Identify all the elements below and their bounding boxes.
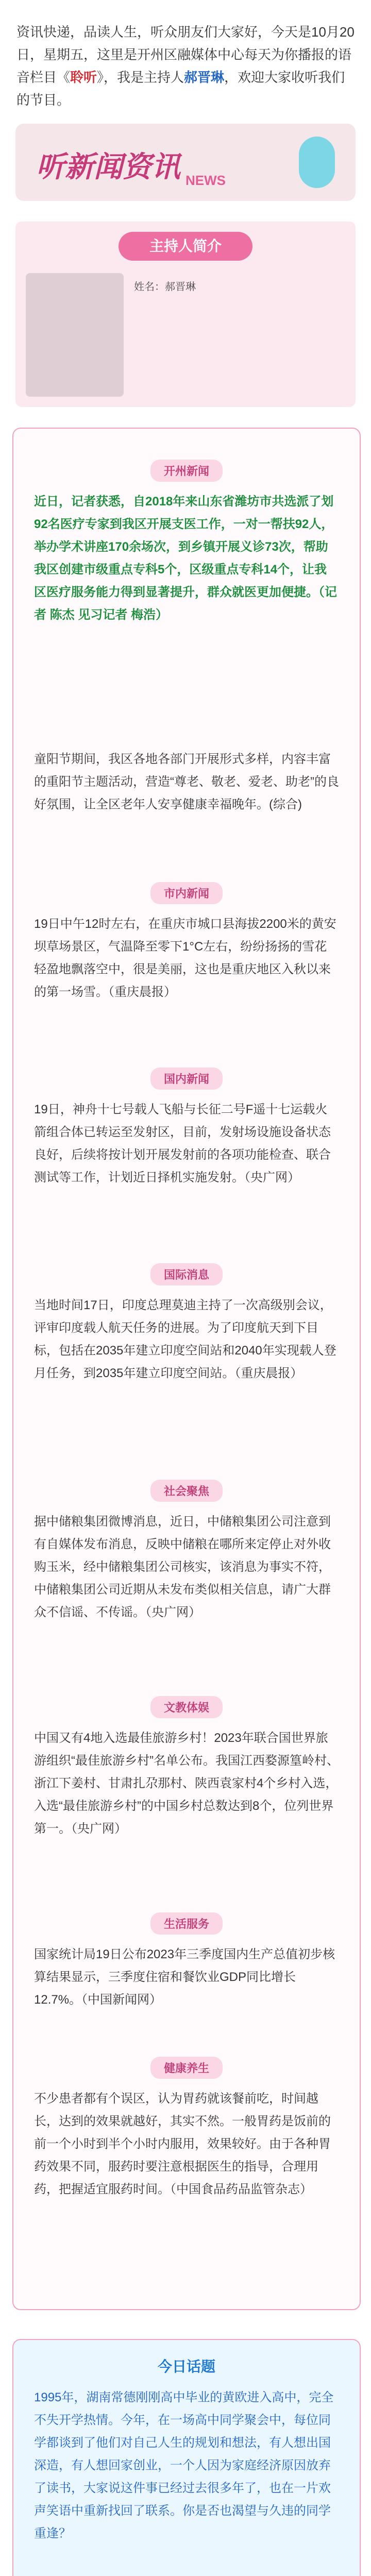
- news-block: 据中储粮集团微博消息，近日，中储粮集团公司注意到有自媒体发布消息，反映中储粮在哪所来定停止对外收购玉米，经中储粮集团公司核实，该消息为事实不符，中储粮集团公司近期从未发布类似相关信息，请广大群众不信谣、不传谣。（央广网）: [34, 1515, 331, 1619]
- news-block: 19日中午12时左右，在重庆市城口县海拔2200米的黄安坝草场景区，气温降至零下1°C左右，纷纷扬扬的雪花轻盈地飘落空中，很是美丽，这也是重庆地区入秋以来的第一场雪。（重庆晨报）: [34, 917, 336, 999]
- section-tag: 社会聚焦: [150, 1480, 223, 1502]
- host-name: 郝晋琳: [184, 70, 225, 85]
- news-block: 童阳节期间，我区各地各部门开展形式多样，内容丰富的重阳节主题活动，营造“尊老、敬老、爱老、助老”的良好氛围，让全区老年人安享健康幸福晚年。(综合): [34, 752, 339, 811]
- intro-paragraph: [16, 21, 355, 111]
- section-tag: 生活服务: [150, 1912, 223, 1935]
- section-tag: 国内新闻: [150, 1067, 223, 1090]
- intro-pre: 资讯快递，品读人生，听众朋友们大家好，今天是10月20日，星期五，这里是开州区融媒体中心每天为你播报的语音栏目《: [16, 24, 355, 85]
- news-block: 中国又有4地入选最佳旅游乡村！2023年联合国世界旅游组织“最佳旅游乡村”名单公布。我国江西婺源篁岭村、浙江下姜村、甘肃扎尕那村、陕西袁家村4个乡村入选，入选“最佳旅游乡村”的中国乡村总数达到8个，位列世界第一。（央广网）: [34, 1731, 339, 1836]
- today-topic-body: 1995年，湖南常德刚刚高中毕业的黄欧进入高中，完全不失开学热情。今年，在一场高中同学聚会中，每位同学都谈到了他们对自己人生的规划和想法，有人想出国深造，有人想回家创业，一个人因为家庭经济原因放弃了读书，大家说这件事已经过去很多年了，也在一片欢声笑语中重新找回了联系。你是否也渴望与久违的同学重逢？: [34, 2391, 334, 2540]
- host-intro-header: 主持人简介: [119, 232, 252, 261]
- host-intro-card: [15, 222, 356, 407]
- today-topic-card: [12, 2339, 361, 2576]
- news-block: 19日，神舟十七号载人飞船与长征二号F遥十七运载火箭组合体已转运至发射区，目前，发射场设施设备状态良好，后续将按计划开展发射前的各项功能检查、联合测试等工作，计划近日择机实施发射。（央广网）: [34, 1103, 331, 1184]
- intro-post: ，欢迎大家收听我们的节目。: [16, 70, 345, 108]
- host-photo: [26, 273, 124, 397]
- section-tag: 市内新闻: [150, 882, 223, 904]
- banner-subtitle: NEWS: [185, 173, 226, 188]
- section-tag: 健康养生: [150, 2057, 223, 2079]
- intro-mid: 》，我是主持人: [97, 70, 184, 85]
- section-tag: 开州新闻: [150, 460, 223, 482]
- news-banner: [15, 124, 356, 201]
- today-topic-title: 今日话题: [157, 2359, 215, 2375]
- banner-title: 听新闻资讯: [36, 150, 180, 184]
- section-tag: 国际消息: [150, 1263, 223, 1285]
- news-block: 国家统计局19日公布2023年三季度国内生产总值初步核算结果显示，三季度住宿和餐饮业GDP同比增长12.7%。（中国新闻网）: [34, 1947, 335, 2007]
- news-block: 当地时间17日，印度总理莫迪主持了一次高级别会议，评审印度载人航天任务的进展。为了印度航天到下目标，包括在2035年建立印度空间站和2040年实现载人登月任务，到2035年建立印度空间站。（重庆晨报）: [34, 1298, 336, 1380]
- microphone-icon: [299, 137, 335, 188]
- section-tag: 文教体娱: [150, 1696, 223, 1718]
- news-block: 不少患者都有个误区，认为胃药就该餐前吃，时间越长，达到的效果就越好，其实不然。一般胃药是饭前的前一个小时到半个小时内服用，效果较好。由于各种胃药效果不同，服药时要注意根据医生的指导，合理用药，把握适宜服药时间。（中国食品药品监管杂志）: [34, 2092, 331, 2196]
- program-name: 聆听: [70, 70, 97, 85]
- news-frame: [12, 428, 361, 2310]
- news-block: 近日，记者获悉，自2018年来山东省潍坊市共选派了划92名医疗专家到我区开展支医工作，一对一帮扶92人，举办学术讲座170余场次，到乡镇开展义诊73次，帮助我区创建市级重点专科5个，区级重点专科14个，让我区医疗服务能力得到显著提升，群众就医更加便捷。（记者 陈杰 见习记者 梅浩）: [34, 495, 337, 622]
- host-bio: 姓名：郝晋琳: [134, 281, 196, 293]
